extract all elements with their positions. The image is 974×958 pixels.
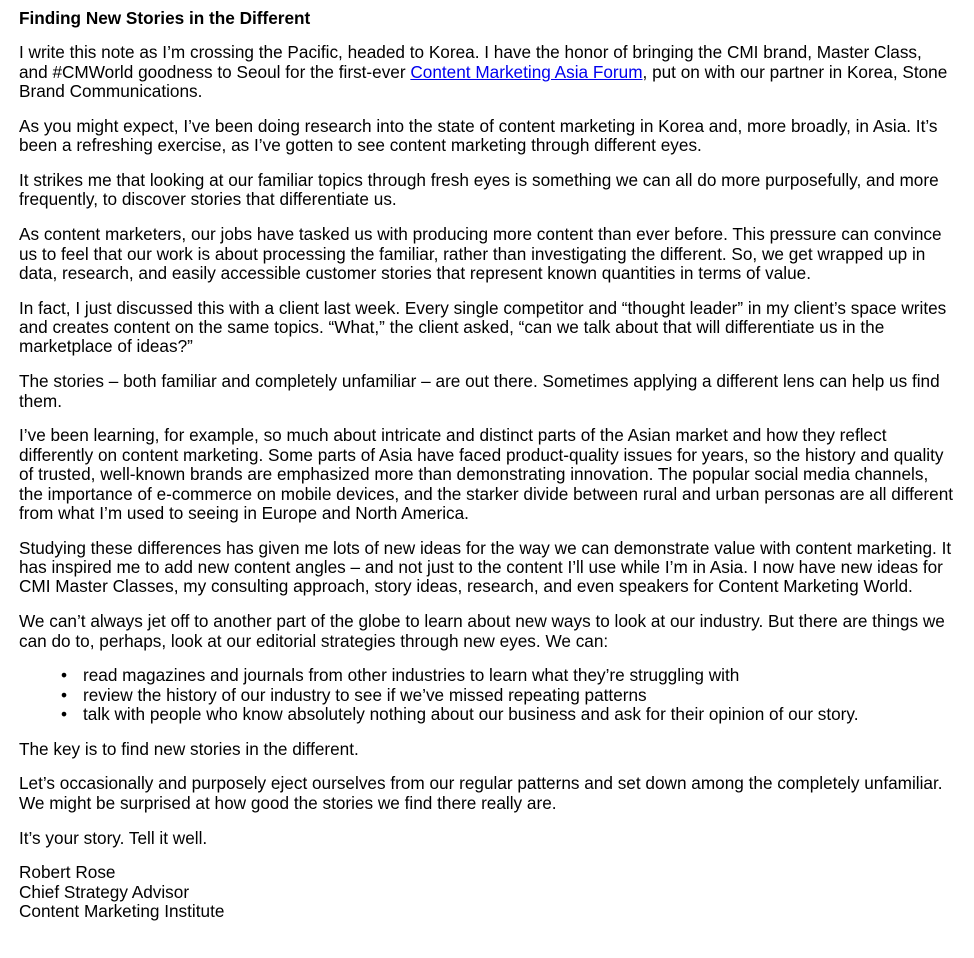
list-item [61, 684, 955, 705]
signature-org: Content Marketing Institute [19, 901, 225, 922]
body-paragraph: It strikes me that looking at our familiar topics through fresh eyes is something we can all do more purposefully, and more frequently, to discover stories that differentiate us. [19, 170, 939, 210]
signature-block [19, 863, 955, 921]
body-paragraph: Let’s occasionally and purposely eject ourselves from our regular patterns and set down among the completely unfamiliar. We might be surprised at how good the stories we find there really are. [19, 773, 943, 813]
body-paragraph: I’ve been learning, for example, so much about intricate and distinct parts of the Asian market and how they reflect differently on content marketing. Some parts of Asia have faced product-quality issues for years, so the history and quality of trusted, well-known brands are emphasized more than demonstrating innovation. The popular social media channels, the importance of e-commerce on mobile devices, and the starker divide between rural and urban personas are all different from what I’m used to seeing in Europe and North America. [19, 425, 954, 523]
document-body [19, 9, 955, 921]
body-paragraph: As you might expect, I’ve been doing research into the state of content marketing in Korea and, more broadly, in Asia. It’s been a refreshing exercise, as I’ve gotten to see content marketing through different eyes. [19, 115, 938, 156]
list-item-text: review the history of our industry to see if we’ve missed repeating patterns [83, 684, 647, 705]
ideas-list [19, 666, 955, 724]
body-paragraph: Studying these differences has given me lots of new ideas for the way we can demonstrate value with content marketing. It has inspired me to add new content angles – and not just to the content I’ll use while I’m in Asia. I now have new ideas for CMI Master Classes, my consulting approach, story ideas, research, and even speakers for Content Marketing World. [19, 537, 952, 597]
body-paragraph: The key is to find new stories in the different. [19, 738, 359, 759]
list-item [61, 704, 955, 725]
intro-text-before-link: I write this note as I’m crossing the Pacific, headed to Korea. I have the honor of bringing the CMI brand, Master Class, and #CMWorld goodness to Seoul for the first-ever [19, 42, 922, 82]
list-item-text: read magazines and journals from other industries to learn what they’re struggling with [83, 665, 740, 686]
signature-role: Chief Strategy Advisor [19, 881, 190, 902]
article-title: Finding New Stories in the Different [19, 8, 311, 28]
list-item-text: talk with people who know absolutely nothing about our business and ask for their opinion of our story. [83, 704, 859, 725]
content-marketing-asia-forum-link[interactable]: Content Marketing Asia Forum [410, 61, 643, 82]
body-paragraph: We can’t always jet off to another part of the globe to learn about new ways to look at our industry. But there are things we can do to, perhaps, look at our editorial strategies through new eyes. We can: [19, 611, 945, 651]
bullet-icon: • [61, 704, 68, 725]
body-paragraph: As content marketers, our jobs have tasked us with producing more content than ever before. This pressure can convince us to feel that our work is about processing the familiar, rather than investigating the different. So, we get wrapped up in data, research, and easily accessible customer stories that represent known quantities in terms of value. [19, 224, 942, 283]
signature-name: Robert Rose [19, 862, 116, 883]
list-item [61, 665, 955, 686]
intro-text-after-link: , put on with our partner in Korea, Stone Brand Communications. [19, 61, 948, 102]
bullet-icon: • [61, 684, 68, 705]
body-paragraph: The stories – both familiar and completely unfamiliar – are out there. Sometimes applying a different lens can help us find them. [19, 371, 940, 411]
intro-paragraph [19, 43, 955, 101]
bullet-icon: • [61, 665, 68, 686]
closing-line: It’s your story. Tell it well. [19, 827, 208, 848]
body-paragraph: In fact, I just discussed this with a client last week. Every single competitor and “thought leader” in my client’s space writes and creates content on the same topics. “What,” the client asked, “can we talk about that will differentiate us in the marketplace of ideas?” [19, 297, 947, 357]
